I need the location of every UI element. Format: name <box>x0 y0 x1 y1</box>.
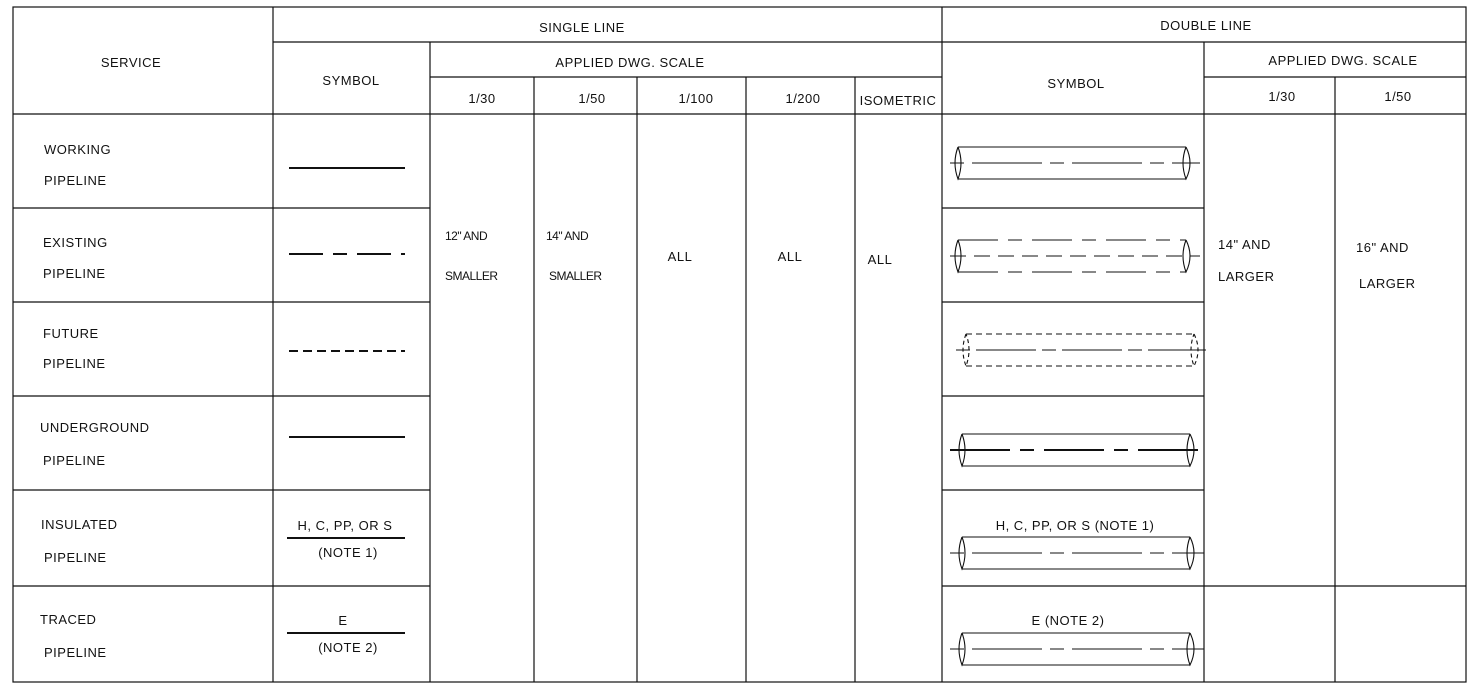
existing-double-line-symbol <box>950 240 1200 272</box>
table-header <box>101 18 1418 108</box>
scale-header-isometric: ISOMETRIC <box>859 93 937 108</box>
single-applied-scale-header: APPLIED DWG. SCALE <box>555 55 705 70</box>
scope-1-30-line1: 12" AND <box>445 229 488 243</box>
insulated-single-label: H, C, PP, OR S <box>297 518 393 533</box>
double-symbol-header: SYMBOL <box>1047 76 1105 91</box>
scale-header-1-200: 1/200 <box>785 91 821 106</box>
scope-1-50-line1: 14" AND <box>546 229 589 243</box>
service-label: PIPELINE <box>43 356 106 371</box>
traced-double-line-symbol <box>950 633 1204 665</box>
scale-header-1-30: 1/30 <box>468 91 496 106</box>
service-label: PIPELINE <box>43 453 106 468</box>
underground-double-line-symbol <box>950 434 1204 466</box>
single-line-scope <box>445 229 892 283</box>
scope-1-50-line2: SMALLER <box>549 269 602 283</box>
scope-isometric: ALL <box>867 252 893 267</box>
single-line-symbols <box>287 168 405 655</box>
service-label: INSULATED <box>41 517 118 532</box>
double-scale-header-1-50: 1/50 <box>1384 89 1412 104</box>
service-label: FUTURE <box>43 326 99 341</box>
traced-single-note: (NOTE 2) <box>318 640 378 655</box>
service-label: WORKING <box>44 142 112 157</box>
service-label: PIPELINE <box>43 266 106 281</box>
service-header: SERVICE <box>100 55 162 70</box>
traced-single-label: E <box>338 613 348 628</box>
double-scope-1-50-line1: 16" AND <box>1356 240 1409 255</box>
scope-1-200: ALL <box>777 249 803 264</box>
double-line-symbols <box>950 147 1206 665</box>
service-label: EXISTING <box>43 235 108 250</box>
double-scale-header-1-30: 1/30 <box>1268 89 1296 104</box>
insulated-double-label: H, C, PP, OR S (NOTE 1) <box>995 518 1155 533</box>
table-grid <box>13 7 1466 682</box>
future-double-line-symbol <box>956 334 1206 366</box>
double-scope-1-50-line2: LARGER <box>1359 276 1416 291</box>
scale-header-1-100: 1/100 <box>678 91 714 106</box>
service-label: TRACED <box>40 612 97 627</box>
service-label: PIPELINE <box>44 173 107 188</box>
scope-1-30-line2: SMALLER <box>445 269 498 283</box>
double-scope-1-30-line2: LARGER <box>1218 269 1275 284</box>
service-column <box>40 142 150 660</box>
insulated-double-line-symbol <box>950 537 1204 569</box>
double-line-header: DOUBLE LINE <box>1160 18 1252 33</box>
scope-1-100: ALL <box>667 249 693 264</box>
double-scope-1-30-line1: 14" AND <box>1218 237 1271 252</box>
working-double-line-symbol <box>950 147 1200 179</box>
service-label: PIPELINE <box>44 550 107 565</box>
double-applied-scale-header: APPLIED DWG. SCALE <box>1268 53 1418 68</box>
service-label: PIPELINE <box>44 645 107 660</box>
service-label: UNDERGROUND <box>40 420 150 435</box>
double-line-scope <box>1218 237 1415 291</box>
table-border <box>13 7 1466 682</box>
single-line-header: SINGLE LINE <box>539 20 625 35</box>
insulated-single-note: (NOTE 1) <box>318 545 378 560</box>
single-symbol-header: SYMBOL <box>322 73 380 88</box>
traced-double-label: E (NOTE 2) <box>1031 613 1105 628</box>
scale-header-1-50: 1/50 <box>578 91 606 106</box>
